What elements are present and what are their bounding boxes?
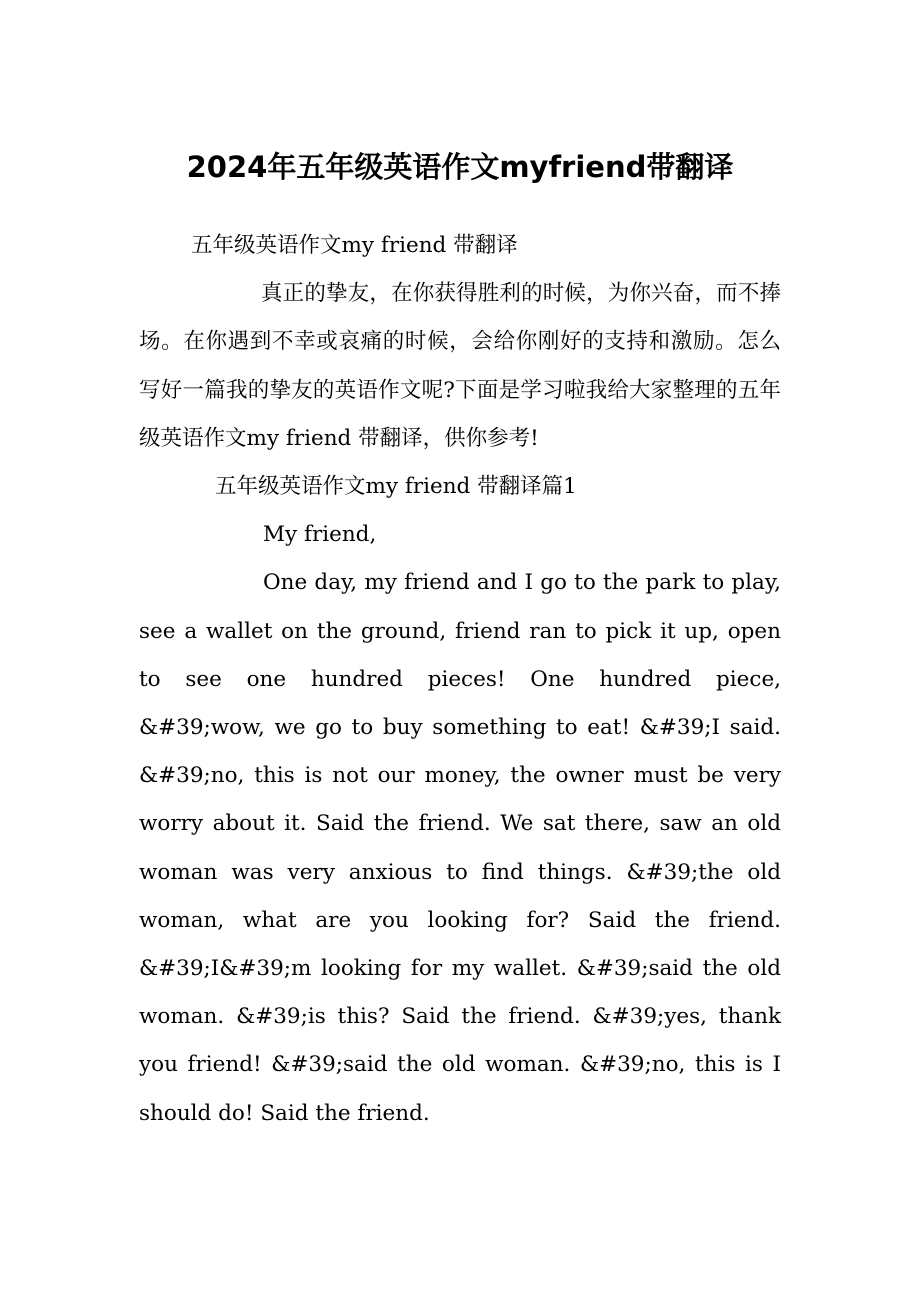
story-paragraph: One day, my friend and I go to the park to play, see a wallet on the ground, friend ran to pick it up, open to see one hundred pieces! One hundred piece, &#39;wow, we go to buy something to eat! &#39;I said. &#39;no, this is not our money, the owner must be very worry about it. Said the friend. We sat there, saw an old woman was very anxious to find things. &#39;the old woman, what are you looking for? Said the friend. &#39;I&#39;m looking for my wallet. &#39;said the old woman. &#39;is this? Said the friend. &#39;yes, thank you friend! &#39;said the old woman. &#39;no, this is I should do! Said the friend.: [139, 570, 781, 1126]
section-heading: 五年级英语作文my friend 带翻译篇1: [215, 474, 577, 500]
document-title: 2024年五年级英语作文myfriend带翻译: [186, 150, 734, 184]
document-subtitle: 五年级英语作文my friend 带翻译: [191, 233, 518, 258]
intro-paragraph: 真正的挚友，在你获得胜利的时候，为你兴奋，而不捧场。在你遇到不幸或哀痛的时候，会给你刚好的支持和激励。怎么写好一篇我的挚友的英语作文呢?下面是学习啦我给大家整理的五年级英语作文my friend 带翻译，供你参考!: [139, 281, 781, 451]
letter-greeting: My friend,: [263, 522, 377, 548]
document-body: [139, 222, 781, 1138]
